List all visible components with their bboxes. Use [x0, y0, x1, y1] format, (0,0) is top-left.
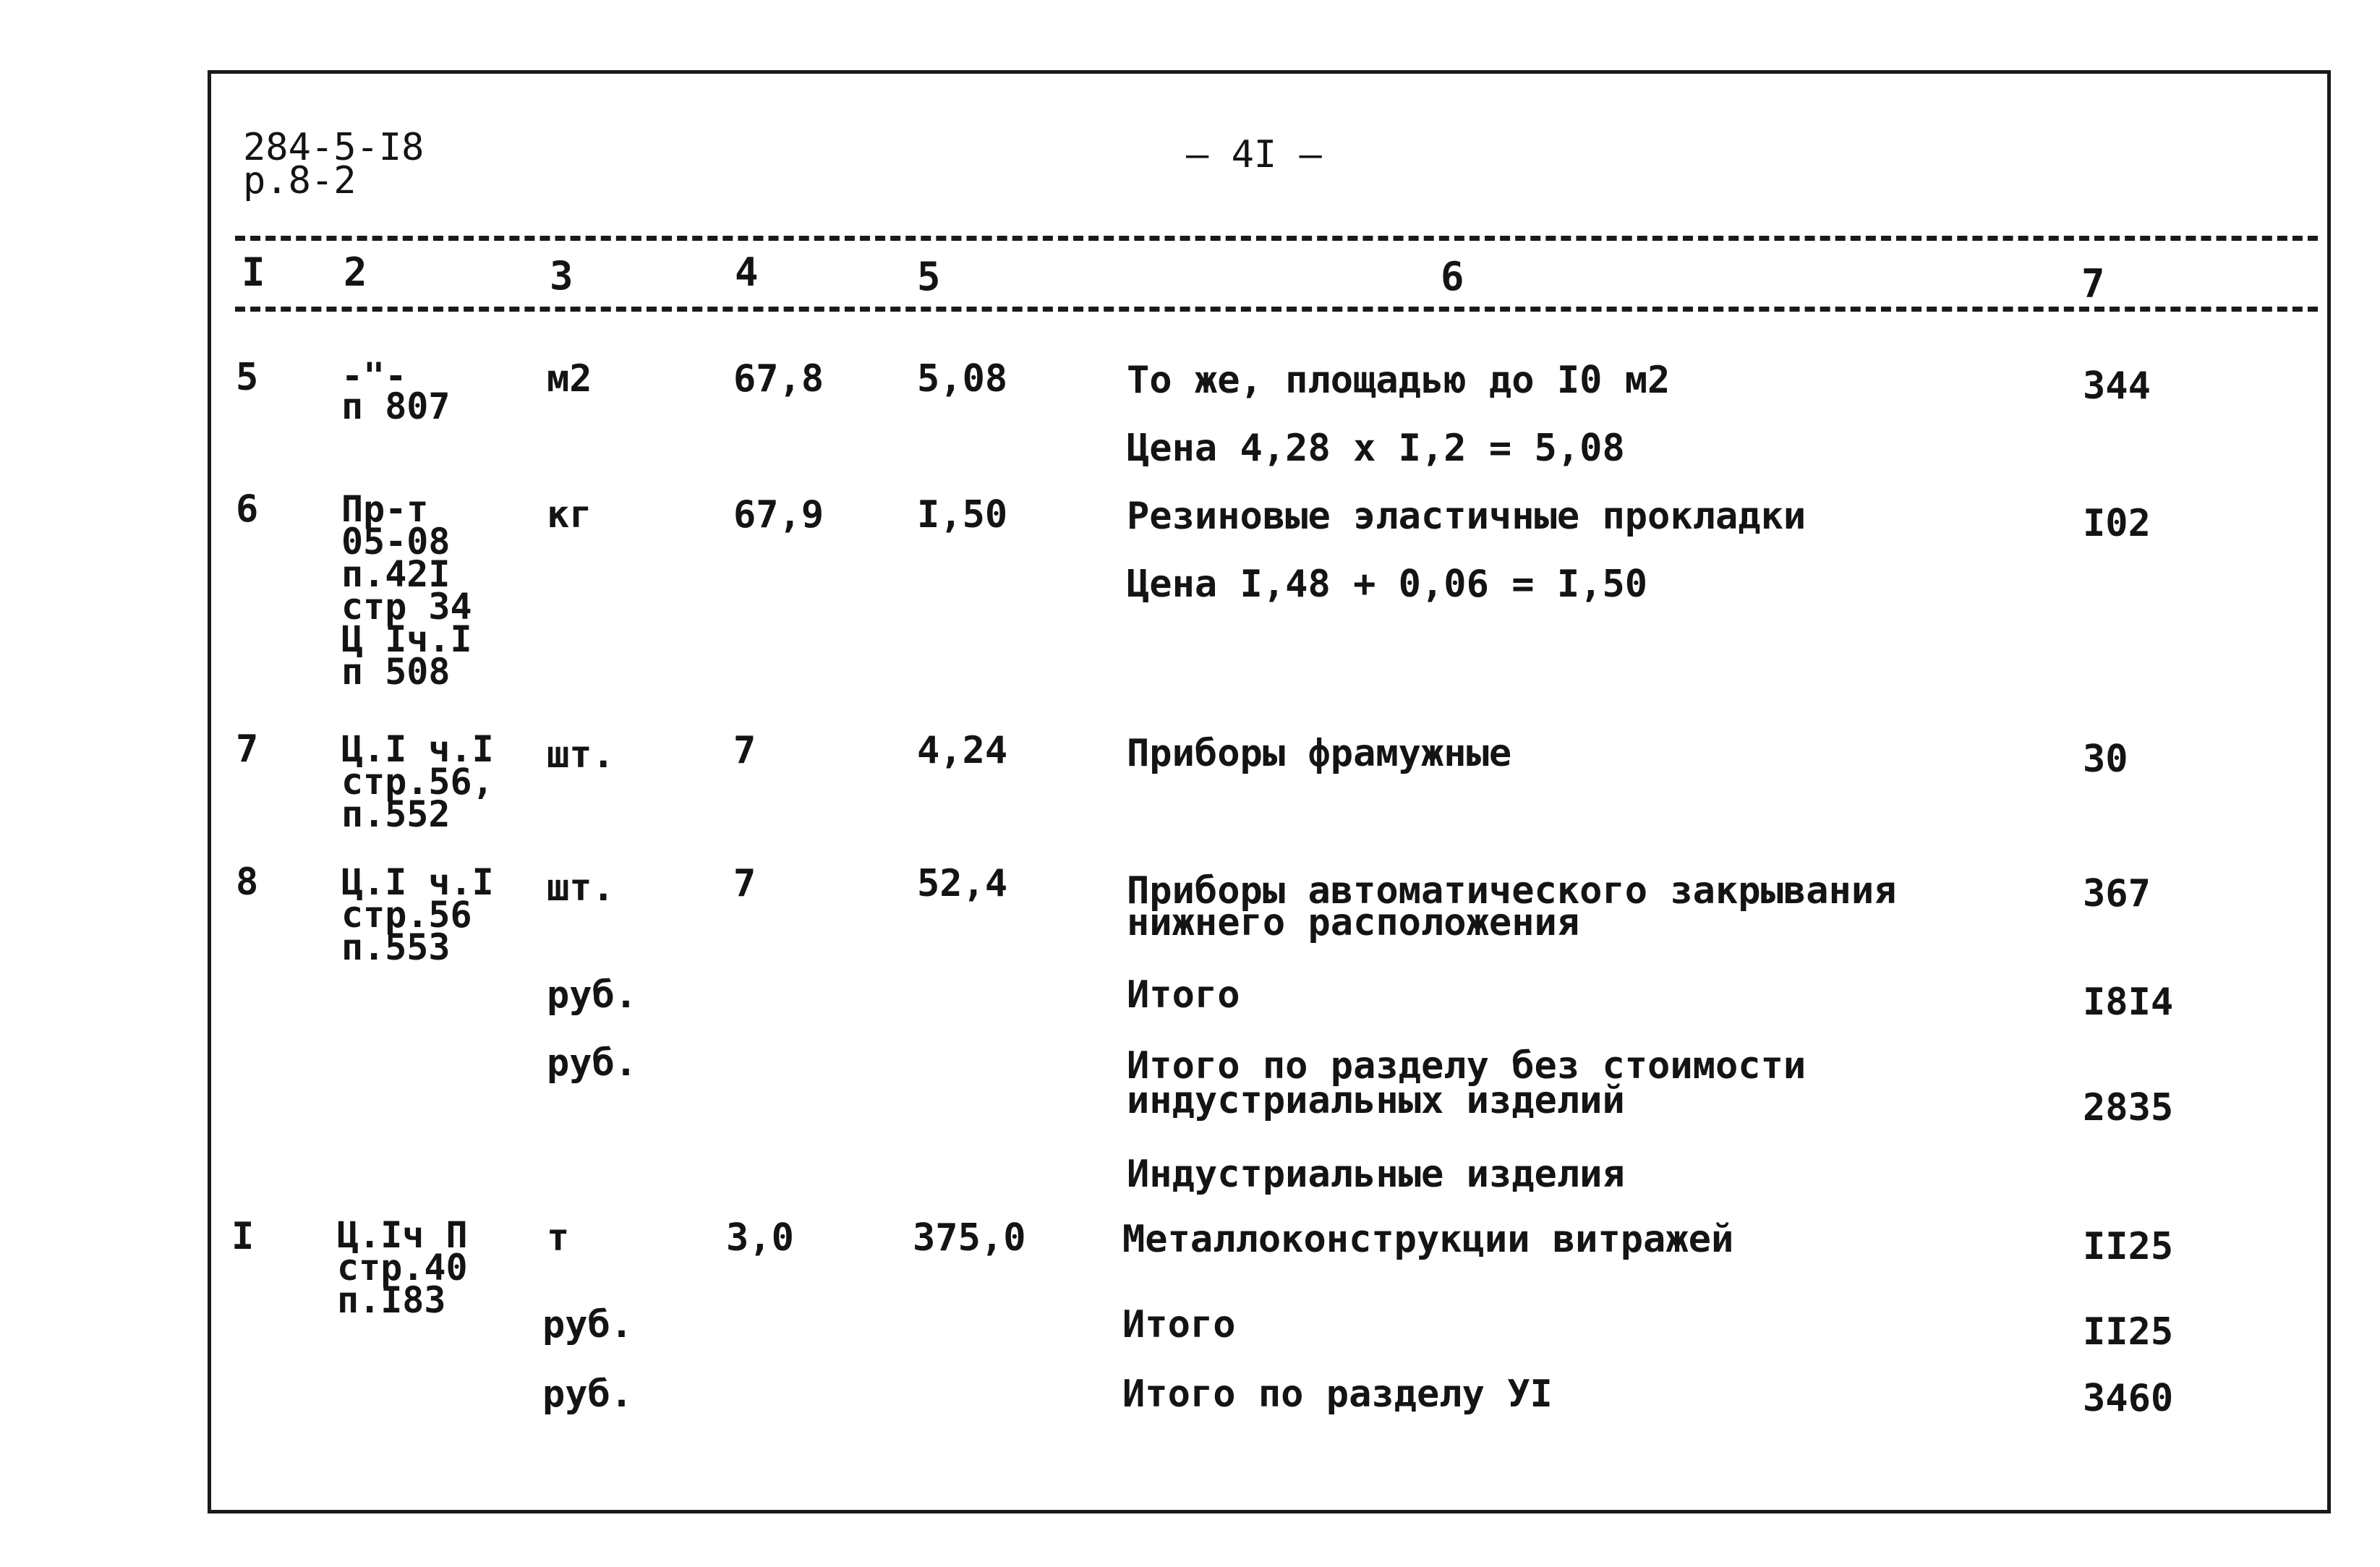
row-5-ref-line-1: -"- — [341, 355, 407, 397]
row-6-ref-line-2: 05-08 — [341, 521, 451, 563]
industrial-subtotal-unit: руб. — [542, 1303, 634, 1346]
industrial-subtotal-label: Итого — [1122, 1303, 1236, 1346]
row-6-ref-line-6: п 508 — [341, 651, 451, 693]
industrial-row-description: Металлоконструкции витражей — [1122, 1218, 1734, 1261]
section-subtotal-label-line-2: индустриальных изделий — [1127, 1079, 1625, 1122]
industrial-row-quantity: 3,0 — [726, 1216, 794, 1260]
row-6-unit-price: I,50 — [917, 493, 1008, 537]
row-5-unit: м2 — [547, 357, 592, 401]
column-header-3: 3 — [550, 253, 573, 299]
row-8-unit-price: 52,4 — [917, 862, 1008, 905]
subtotal-label: Итого — [1127, 973, 1240, 1017]
row-6-ref-line-4: стр 34 — [341, 586, 472, 628]
page-number: — 4I — — [1186, 133, 1322, 176]
row-6-unit: кг — [547, 493, 592, 537]
column-header-7: 7 — [2081, 261, 2105, 307]
row-6-ref-line-5: Ц Iч.I — [341, 618, 472, 660]
subtotal-unit: руб. — [547, 973, 638, 1017]
section-subtotal-label-line-1: Итого по разделу без стоимости — [1127, 1044, 1807, 1088]
page-frame — [208, 70, 2331, 1513]
section-total-label: Итого по разделу УI — [1122, 1372, 1553, 1416]
column-header-2: 2 — [344, 249, 367, 295]
industrial-row-ref-line-2: стр.40 — [337, 1247, 468, 1289]
row-8-description-line-2: нижнего расположения — [1127, 901, 1580, 944]
row-7-unit: шт. — [547, 733, 615, 777]
row-7-description: Приборы фрамужные — [1127, 732, 1512, 775]
column-header-6: 6 — [1441, 254, 1464, 299]
row-7-ref-line-3: п.552 — [341, 793, 451, 835]
row-5-description: То же, площадью до I0 м2 — [1127, 359, 1671, 402]
row-6-total: I02 — [2083, 502, 2151, 545]
section-total-value: 3460 — [2083, 1377, 2174, 1420]
header-rule-bottom — [235, 307, 2318, 312]
industrial-row-unit: т — [547, 1216, 570, 1260]
row-7-total: 30 — [2083, 738, 2128, 781]
row-5-quantity: 67,8 — [733, 357, 824, 401]
row-8-unit: шт. — [547, 866, 615, 910]
industrial-subtotal-total: II25 — [2083, 1310, 2174, 1354]
row-8-description-line-1: Приборы автоматического закрывания — [1127, 869, 1897, 913]
document-section-code: р.8-2 — [243, 159, 357, 202]
column-header-1: I — [242, 249, 265, 295]
section-total-unit: руб. — [542, 1372, 634, 1416]
row-6-ref-line-1: Пр-т — [341, 488, 429, 530]
row-6-quantity: 67,9 — [733, 493, 824, 537]
industrial-row-ref-line-3: п.I83 — [337, 1279, 446, 1321]
row-5-unit-price: 5,08 — [917, 357, 1008, 401]
row-8-number: 8 — [236, 861, 259, 904]
row-8-ref-line-3: п.553 — [341, 926, 451, 968]
subtotal-total: I8I4 — [2083, 981, 2174, 1024]
row-6-ref-line-3: п.42I — [341, 553, 451, 595]
row-7-number: 7 — [236, 727, 259, 771]
row-7-unit-price: 4,24 — [917, 729, 1008, 772]
row-5-total: 344 — [2083, 364, 2151, 408]
industrial-items-heading: Индустриальные изделия — [1127, 1153, 1625, 1196]
row-6-price-calculation: Цена I,48 + 0,06 = I,50 — [1127, 563, 1648, 606]
row-5-price-calculation: Цена 4,28 x I,2 = 5,08 — [1127, 427, 1625, 470]
row-7-quantity: 7 — [733, 729, 756, 772]
row-6-description: Резиновые эластичные прокладки — [1127, 495, 1807, 538]
industrial-row-unit-price: 375,0 — [913, 1216, 1026, 1260]
header-rule-top — [235, 236, 2318, 241]
column-header-4: 4 — [735, 249, 759, 295]
row-5-ref-line-2: п 807 — [341, 385, 451, 427]
row-8-quantity: 7 — [733, 862, 756, 905]
industrial-row-total: II25 — [2083, 1225, 2174, 1268]
industrial-row-ref-line-1: Ц.Iч П — [337, 1214, 468, 1256]
row-6-number: 6 — [236, 487, 259, 531]
column-header-5: 5 — [917, 254, 941, 299]
section-subtotal-unit: руб. — [547, 1041, 638, 1085]
row-8-ref-line-1: Ц.I ч.I — [341, 861, 494, 903]
section-subtotal-total: 2835 — [2083, 1086, 2174, 1130]
row-8-total: 367 — [2083, 872, 2151, 915]
document-code: 284-5-I8 — [243, 126, 425, 169]
row-7-ref-line-1: Ц.I ч.I — [341, 728, 494, 770]
row-8-ref-line-2: стр.56 — [341, 894, 472, 936]
row-5-number: 5 — [236, 356, 259, 399]
row-7-ref-line-2: стр.56, — [341, 761, 494, 803]
industrial-row-number: I — [231, 1215, 255, 1258]
